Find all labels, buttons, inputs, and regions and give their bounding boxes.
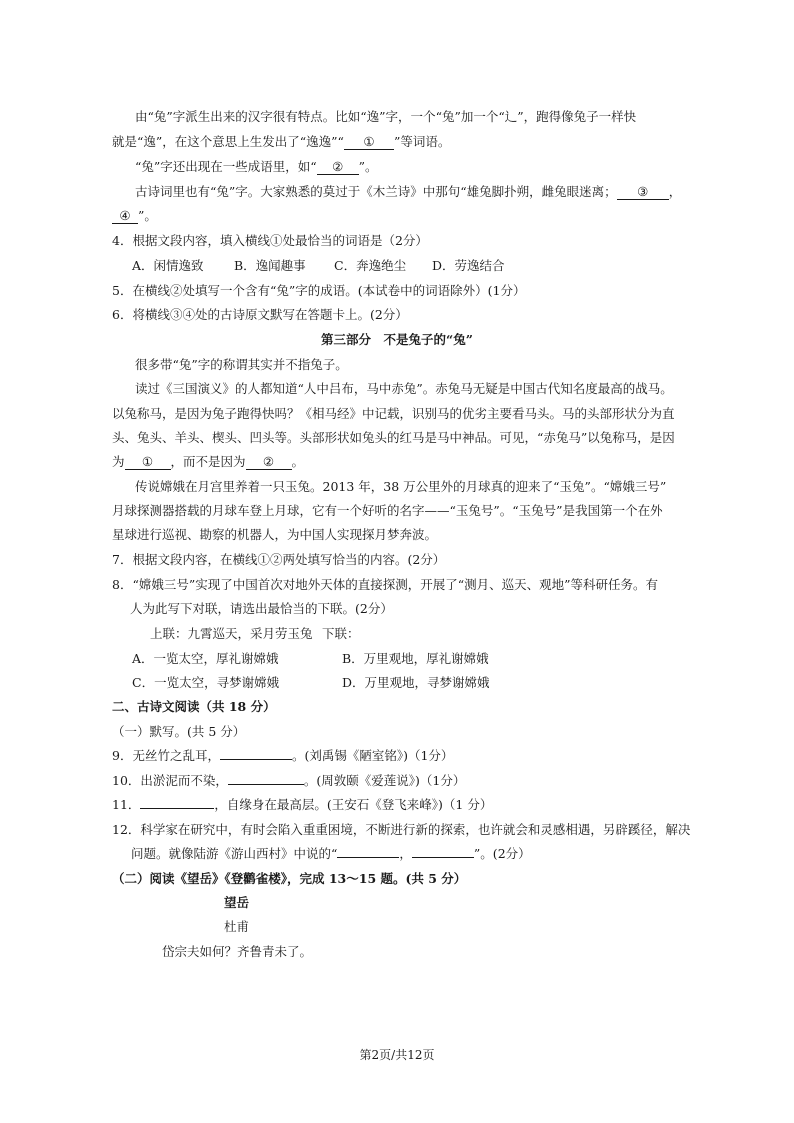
- passage-line: 很多带“兔”字的称谓其实并不指兔子。: [135, 357, 348, 372]
- passage-line: [112, 132, 450, 150]
- passage-line: 读过《三国演义》的人都知道“人中吕布，马中赤兔”。赤兔马无疑是中国古代知名度最高的战马。: [135, 381, 673, 396]
- passage-line: [135, 182, 681, 200]
- question-8-option-a: A．一览太空，厚礼谢嫦娥: [132, 651, 279, 666]
- question-text: 11．: [112, 797, 141, 812]
- subsection-title: （一）默写。(共 5 分）: [112, 724, 246, 739]
- question-8-option-b: B．万里观地，厚礼谢嫦娥: [342, 651, 489, 666]
- passage-line: 以兔称马，是因为兔子跑得快吗？《相马经》中记载，识别马的优劣主要看马头。马的头部形状分为直: [112, 406, 675, 421]
- answer-blank: [228, 784, 304, 785]
- couplet-lower: 下联：: [322, 626, 360, 641]
- question-text: ”。(2分）: [473, 846, 531, 861]
- question-4-option-c: C．奔逸绝尘: [334, 258, 407, 273]
- question-text: 10．出淤泥而不染，: [112, 773, 228, 788]
- passage-line: [135, 157, 378, 175]
- question-4-option-b: B．逸闻趣事: [234, 258, 306, 273]
- couplet-upper: 上联：九霄巡天，采月劳玉兔: [150, 626, 313, 641]
- answer-blank: [140, 808, 214, 809]
- passage-text: “兔”字还出现在一些成语里，如“: [135, 159, 317, 174]
- passage-line: 头、兔头、羊头、楔头、凹头等。头部形状如兔头的红马是马中神品。可见，“赤兔马”以兔称马，是因: [112, 430, 675, 445]
- question-text: 问题。就像陆游《游山西村》中说的“: [131, 846, 338, 861]
- question-text: 9．无丝竹之乱耳，: [112, 748, 220, 763]
- passage-text: ”。: [358, 159, 378, 174]
- question-6-stem: 6．将横线③④处的古诗原文默写在答题卡上。(2分）: [112, 307, 408, 322]
- question-5-stem: 5．在横线②处填写一个含有“兔”字的成语。(本试卷中的词语除外）(1分）: [112, 283, 526, 298]
- passage-line: [112, 452, 304, 470]
- part3-title: 第三部分 不是兔子的“兔”: [321, 332, 473, 347]
- question-4-option-a: A．闲情逸致: [132, 258, 204, 273]
- passage-line: 传说嫦娥在月宫里养着一只玉兔。2013 年，38 万公里外的月球真的迎来了“玉兔”。“嫦娥三号”: [135, 479, 667, 494]
- answer-blank: [220, 759, 292, 760]
- blank-2: ②: [246, 455, 292, 470]
- passage-text: ，而不是因为: [170, 454, 246, 469]
- question-8-option-d: D．万里观地，寻梦谢嫦娥: [342, 675, 490, 690]
- passage-text: ”等词语。: [393, 134, 451, 149]
- passage-text: ”。: [138, 208, 157, 223]
- question-text: ，自缘身在最高层。(王安石《登飞来峰》)（1 分）: [214, 797, 493, 812]
- passage-line: 由“兔”字派生出来的汉字很有特点。比如“逸”字，一个“兔”加一个“辶”，跑得像兔子一样快: [135, 109, 637, 124]
- blank-3: ③: [617, 185, 669, 200]
- question-8-option-c: C．一览太空，寻梦谢嫦娥: [132, 675, 280, 690]
- answer-blank: [337, 857, 399, 858]
- question-9: [112, 746, 453, 764]
- question-12: [131, 844, 531, 862]
- question-text: ，: [399, 846, 412, 861]
- passage-text: ，: [668, 184, 682, 199]
- blank-1: ①: [125, 455, 171, 470]
- poem-title: 望岳: [224, 895, 250, 910]
- answer-blank: [412, 857, 474, 858]
- question-text: 。(周敦颐《爱莲说》)（1分）: [303, 773, 466, 788]
- blank-1: ①: [344, 135, 394, 150]
- passage-line: 星球进行巡视、勘察的机器人，为中国人实现探月梦奔波。: [112, 527, 438, 542]
- passage-text: 就是“逸”，在这个意思上生发出了“逸逸”“: [112, 134, 344, 149]
- question-8-stem: 8．“嫦娥三号”实现了中国首次对地外天体的直接探测，开展了“测月、巡天、观地”等科研任务。有: [112, 577, 659, 592]
- question-4-option-d: D．劳逸结合: [432, 258, 505, 273]
- section-title: 二、古诗文阅读（共 18 分）: [112, 699, 276, 714]
- question-8-stem: 人为此写下对联，请选出最恰当的下联。(2分）: [130, 601, 393, 616]
- question-7-stem: 7．根据文段内容，在横线①②两处填写恰当的内容。(2分）: [112, 552, 446, 567]
- subsection-title: （二）阅读《望岳》《登鹳雀楼》，完成 13～15 题。(共 5 分）: [112, 871, 467, 886]
- poem-line: 岱宗夫如何？齐鲁青未了。: [162, 944, 313, 959]
- passage-text: 古诗词里也有“兔”字。大家熟悉的莫过于《木兰诗》中那句“雄兔脚扑朔，雌兔眼迷离；: [135, 184, 617, 199]
- question-4-stem: 4．根据文段内容，填入横线①处最恰当的词语是（2分）: [112, 233, 428, 248]
- question-11: [112, 795, 492, 813]
- question-text: 。(刘禹锡《陋室铭》)（1分）: [291, 748, 454, 763]
- blank-4: ④: [112, 209, 138, 224]
- question-12: 12．科学家在研究中，有时会陷入重重困境，不断进行新的探索，也许就会和灵感相遇，另辟蹊径，解决: [112, 822, 691, 837]
- question-10: [112, 771, 465, 789]
- passage-line: 月球探测器搭载的月球车登上月球，它有一个好听的名字——“玉兔号”。“玉兔号”是我国第一个在外: [112, 503, 663, 518]
- passage-text: 。: [291, 454, 305, 469]
- passage-line: [112, 206, 157, 224]
- page-footer: 第2页/共12页: [359, 1048, 435, 1062]
- poem-author: 杜甫: [224, 919, 250, 934]
- blank-2: ②: [317, 160, 359, 175]
- passage-text: 为: [112, 454, 125, 469]
